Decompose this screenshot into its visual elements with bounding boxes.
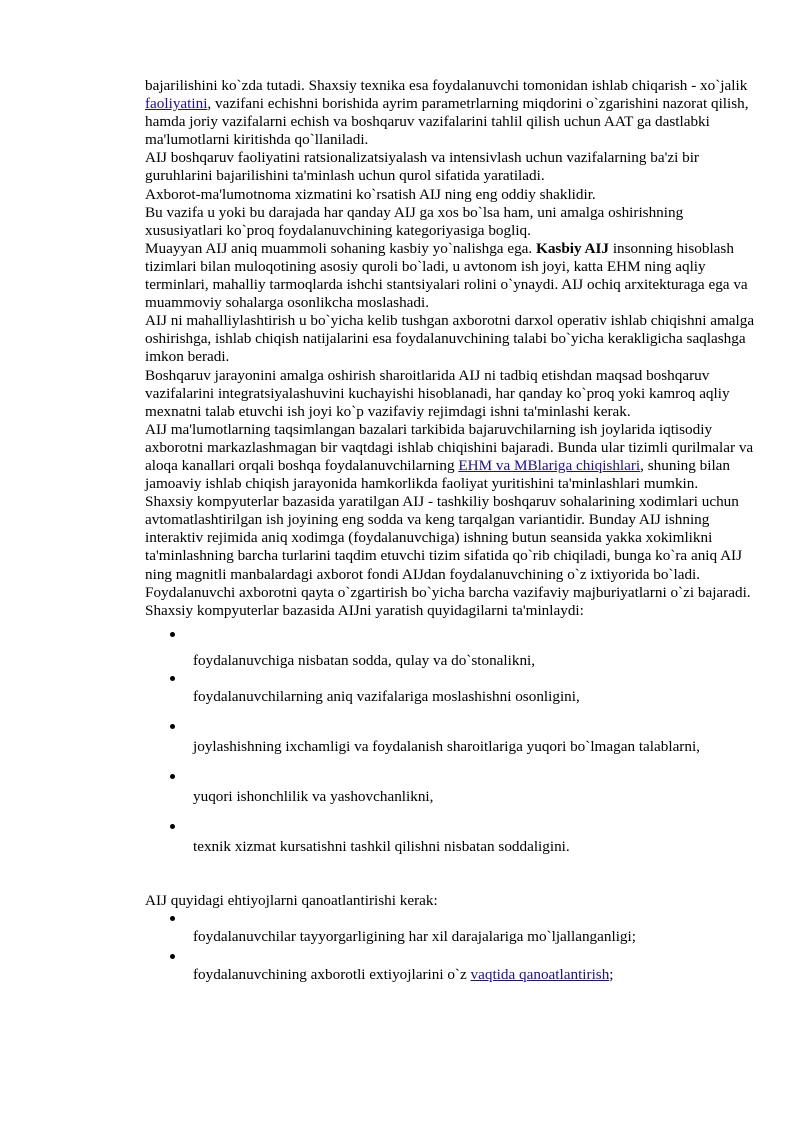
bullet-icon (170, 632, 175, 637)
link-faoliyatini[interactable]: faoliyatini (145, 95, 208, 113)
document-body (145, 77, 755, 985)
bullet-icon (170, 954, 175, 959)
paragraph: Shaxsiy kompyuterlar bazasida yaratilgan AIJ - tashkiliy boshqaruv sohalarining xodimlari uchun avtomatlashtirilgan ish joyining eng sodda va keng tarqalgan variantidir. Bunday AIJ ishning interaktiv rejimida aniq xodimga (foydalanuvchiga) ishning butun seansida yakka xokimlikni ta'minlashning barcha turlarini taqdim etuvchi tizim sifatida qo`rib chiqiladi, bunga ko`ra aniq AIJ ning magnitli manbalardagi axborot fondi AIJdan foydalanuvchining o`z ixtiyorida bo`ladi. Foydalanuvchi axborotni qayta o`zgartirish bo`yicha barcha vazifaviy majburiyatlarni o`zi bajaradi. (145, 493, 751, 601)
list-item: foydalanuvchining axborotli extiyojlarini o`z vaqtida qanoatlantirish; (145, 946, 755, 984)
link-ehm-va-mblariga[interactable]: EHM va MBlariga chiqishlari (458, 456, 641, 474)
bullet-icon (170, 676, 175, 681)
list-item: foydalanuvchilar tayyorgarligining har xil darajalariga mo`ljallanganligi; (145, 910, 755, 946)
list-item: yuqori ishonchlilik va yashovchanlikni, (145, 756, 755, 806)
paragraph: AIJ quyidagi ehtiyojlarni qanoatlantirishi kerak: (145, 892, 438, 910)
paragraph: Muayyan AIJ aniq muammoli sohaning kasbiy yo`nalishga ega. Kasbiy AIJ insonning hisoblash tizimlari bilan muloqotining asosiy quroli bo`ladi, u avtonom ish joyi, katta EHM ning aqliy terminlari, mahalliy tarmoqlarda ishchi stantsiyalari rolini o`ynaydi. AIJ ochiq arxitekturaga ega va muammoviy sohalarga osonlikcha moslashadi. (145, 239, 748, 312)
list-item: foydalanuvchilarning aniq vazifalariga moslashishni osonligini, (145, 670, 755, 706)
paragraph: Shaxsiy kompyuterlar bazasida AIJni yaratish quyidagilarni ta'minlaydi: (145, 601, 584, 619)
bullet-icon (170, 824, 175, 829)
list-item: texnik xizmat kursatishni tashkil qilishni nisbatan soddaligini. (145, 806, 755, 856)
bullet-list-1 (145, 624, 755, 856)
list-item: joylashishning ixchamligi va foydalanish sharoitlariga yuqori bo`lmagan talablarni, (145, 706, 755, 756)
paragraph: bajarilishini ko`zda tutadi. Shaxsiy texnika esa foydalanuvchi tomonidan ishlab chiqarish - xo`jalik faoliyatini, vazifani echishni borishida ayrim parametrlarning miqdorini o`zgarishini nazorat qilish, hamda joriy vazifalarni echish va boshqaruv vazifalarini tahlil qilish uchun AAT ga dastlabki ma'lumotlarni kiritishda qo`llaniladi. (145, 77, 749, 149)
bullet-list-2 (145, 910, 755, 984)
paragraph: AIJ boshqaruv faoliyatini ratsionalizatsiyalash va intensivlash uchun vazifalarning ba'zi bir guruhlarini bajarilishini ta'minlash uchun qurol sifatida yaratiladi. (145, 149, 699, 185)
paragraph: Bu vazifa u yoki bu darajada har qanday AIJ ga xos bo`lsa ham, uni amalga oshirishning xususiyatlari ko`proq foydalanuvchining kategoriyasiga bogliq. (145, 203, 684, 239)
paragraph: AIJ ni mahalliylashtirish u bo`yicha kelib tushgan axborotni darxol operativ ishlab chiqishni amalga oshirishga, ishlab chiqish natijalarini esa foydalanuvchining talabi bo`yicha kerakligicha saqlashga imkon beradi. (145, 312, 755, 366)
paragraph: Axborot-ma'lumotnoma xizmatini ko`rsatish AIJ ning eng oddiy shaklidir. (145, 185, 596, 203)
list-item: foydalanuvchiga nisbatan sodda, qulay va do`stonalikni, (145, 624, 755, 670)
paragraph: AIJ ma'lumotlarning taqsimlangan bazalari tarkibida bajaruvchilarning ish joylarida iqtisodiy axborotni markazlashmagan bir vaqtdagi ishlab chiqishini bajaradi. Bunda ular tizimli qurilmalar va aloqa kanallari orqali boshqa foydalanuvchilarning EHM va MBlariga chiqishlari, shuning bilan jamoaviy ishlab chiqish jarayonida hamkorlikda faoliyat yuritishini ta'minlashlari mumkin. (145, 420, 754, 493)
bullet-icon (170, 724, 175, 729)
bullet-icon (170, 916, 175, 921)
link-vaqtida-qanoatlantirish[interactable]: vaqtida qanoatlantirish (470, 966, 610, 984)
bold-term: Kasbiy AIJ (536, 239, 610, 257)
bullet-icon (170, 774, 175, 779)
paragraph: Boshqaruv jarayonini amalga oshirish sharoitlarida AIJ ni tadbiq etishdan maqsad boshqaruv vazifalarini integratsiyalashuvini kuchayishi hisoblanadi, har qanday ko`proq yoki kamroq aqliy mexnatni talab etuvchi ish joyi ko`p vazifaviy rejimdagi ishni ta'minlashi kerak. (145, 366, 730, 420)
